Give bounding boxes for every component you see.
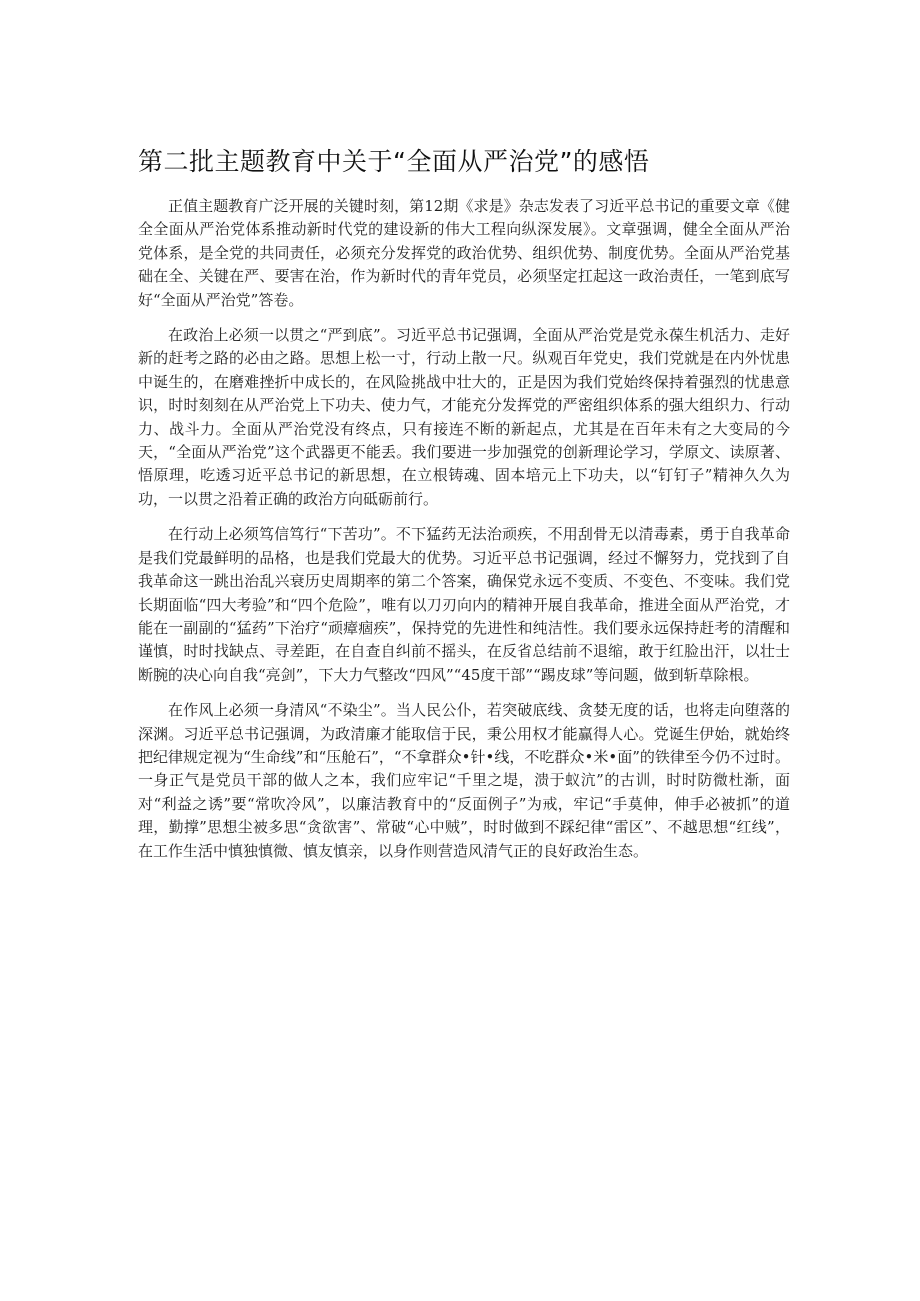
document-body — [138, 143, 790, 875]
paragraph-action: 在行动上必须笃信笃行“下苦功”。不下猛药无法治顽疾，不用刮骨无以清毒素，勇于自我革命是我们党最鲜明的品格，也是我们党最大的优势。习近平总书记强调，经过不懈努力，党找到了自我革命这一跳出治乱兴衰历史周期率的第二个答案，确保党永远不变质、不变色、不变味。我们党长期面临“四大考验”和“四个危险”，唯有以刀刃向内的精神开展自我革命，推进全面从严治党，才能在一副副的“猛药”下治疗“顽瘴痼疾”，保持党的先进性和纯洁性。我们要永远保持赶考的清醒和谨慎，时时找缺点、寻差距，在自查自纠前不摇头，在反省总结前不退缩，敢于红脸出汗，以壮士断腕的决心向自我“亮剑”，下大力气整改“四风”“45度干部”“踢皮球”等问题，做到斩草除根。 — [138, 525, 790, 684]
paragraph-conduct: 在作风上必须一身清风“不染尘”。当人民公仆，若突破底线、贪婪无度的话，也将走向堕落的深渊。习近平总书记强调，为政清廉才能取信于民，秉公用权才能赢得人心。党诞生伊始，就始终把纪律规定视为“生命线”和“压舱石”，“不拿群众•针•线，不吃群众•米•面”的铁律至今仍不过时。一身正气是党员干部的做人之本，我们应牢记“千里之堤，溃于蚁沆”的古训，时时防微杜渐，面对“利益之诱”要“常吹冷风”，以廉洁教育中的“反面例子”为戒，牢记“手莫伸，伸手必被抓”的道理，勤撑”思想尘被多思“贪欲害”、常破“心中贼”，时时做到不踩纪律“雷区”、不越思想“红线”，在工作生活中慎独慎微、慎友慎亲，以身作则营造风清气正的良好政治生态。 — [138, 701, 790, 860]
paragraph-political: 在政治上必须一以贯之“严到底”。习近平总书记强调，全面从严治党是党永葆生机活力、走好新的赶考之路的必由之路。思想上松一寸，行动上散一尺。纵观百年党史，我们党就是在内外忧患中诞生的，在磨难挫折中成长的，在风险挑战中壮大的，正是因为我们党始终保持着强烈的忧患意识，时时刻刻在从严治党上下功夫、使力气，才能充分发挥党的严密组织体系的强大组织力、行动力、战斗力。全面从严治党没有终点，只有接连不断的新起点，尤其是在百年未有之大变局的今天，“全面从严治党”这个武器更不能丢。我们要进一步加强党的创新理论学习，学原文、读原著、悟原理，吃透习近平总书记的新思想，在立根铸魂、固本培元上下功夫，以“钉钉子”精神久久为功，一以贯之沿着正确的政治方向砥砺前行。 — [138, 326, 790, 508]
paragraph-intro: 正值主题教育广泛开展的关键时刻，第12期《求是》杂志发表了习近平总书记的重要文章《健全全面从严治党体系推动新时代党的建设新的伟大工程向纵深发展》。文章强调，健全全面从严治党体系，是全党的共同责任，必须充分发挥党的政治优势、组织优势、制度优势。全面从严治党基础在全、关键在严、要害在治，作为新时代的青年党员，必须坚定扛起这一政治责任，一笔到底写好“全面从严治党”答卷。 — [138, 197, 790, 309]
document-title: 第二批主题教育中关于“全面从严治党”的感悟 — [138, 147, 650, 176]
